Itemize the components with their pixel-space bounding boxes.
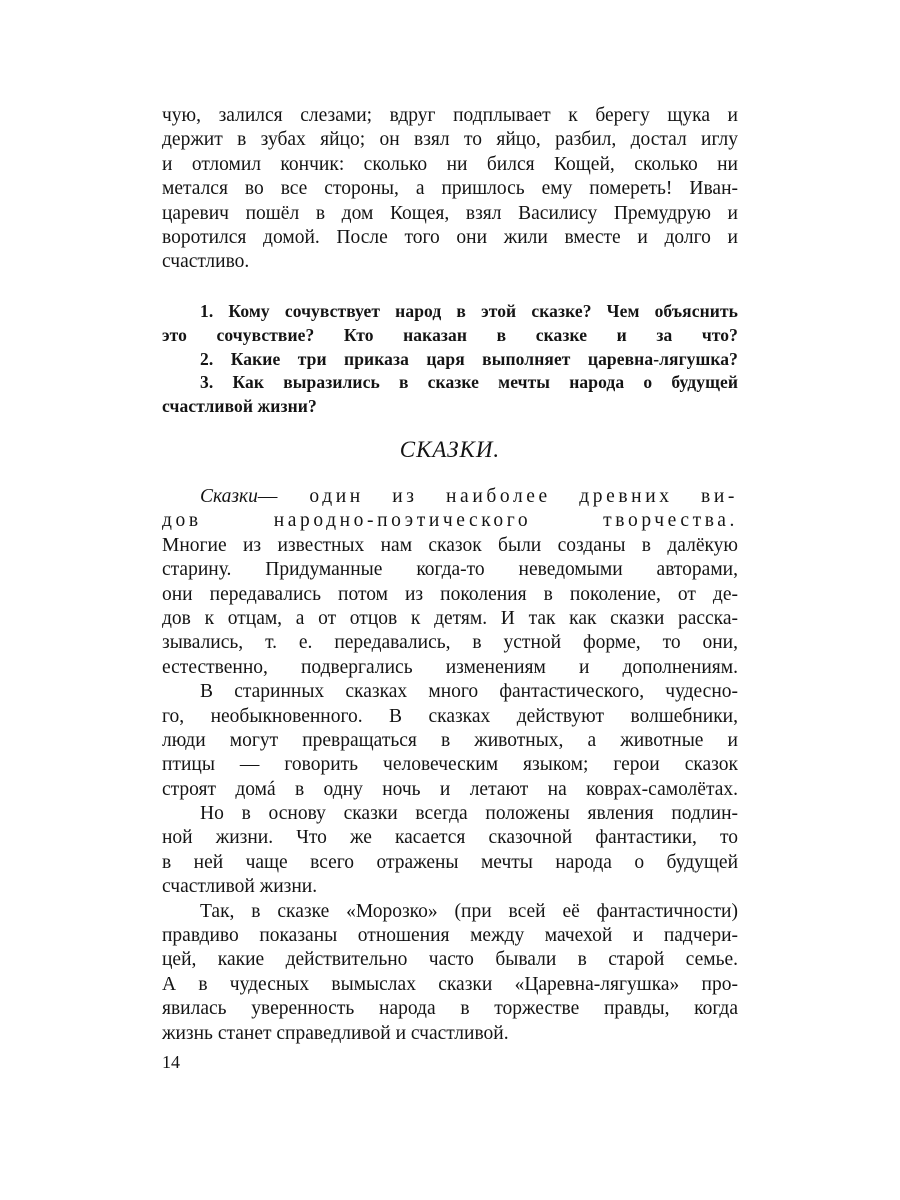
text-line: цей, какие действительно часто бывали в старой семье. [162,949,738,971]
emphasized-word: Сказки [200,486,258,507]
text-line: В старинных сказках много фантастического, чудесно- [200,681,738,703]
text-line: жизнь станет справедливой и счастливой. [162,1022,509,1044]
text-line: птицы — говорить человеческим языком; герои сказок [162,754,738,776]
text-line: счастливо. [162,251,250,273]
story-ending-paragraph [162,104,738,275]
text-line: воротился домой. После того они жили вместе и долго и [162,226,738,248]
text-line: дов народно-поэтического творчества. [162,510,738,532]
text-line: царевич пошёл в дом Кощея, взял Василису Премудрую и [162,202,738,224]
text-line: старину. Придуманные когда-то неведомыми авторами, [162,559,738,581]
text-line: Но в основу сказки всегда положены явления подлин- [200,803,738,825]
text-line: явилась уверенность народа в торжестве правды, когда [162,998,738,1020]
text-line: Многие из известных нам сказок были созданы в далёкую [162,534,738,556]
text-line: Так, в сказке «Морозко» (при всей её фантастичности) [200,900,738,922]
text-line: строят домá в одну ночь и летают на коврах-самолётах. [162,778,738,800]
text-line: и отломил кончик: сколько ни бился Кощей, сколько ни [162,153,738,175]
text-line: держит в зубах яйцо; он взял то яйцо, разбил, достал иглу [162,129,738,151]
section-body [162,485,738,1046]
text-line: дов к отцам, а от отцов к детям. И так как сказки расска- [162,607,738,629]
question-line: 1. Кому сочувствует народ в этой сказке? Чем объяснить [200,301,738,321]
text-line: го, необыкновенного. В сказках действуют волшебники, [162,705,738,727]
text-line: естественно, подвергались изменениям и дополнениям. [162,656,738,678]
text-line: зывались, т. е. передавались, в устной форме, то они, [162,632,738,654]
section-title: СКАЗКИ. [399,437,501,462]
question-line: это сочувствие? Кто наказан в сказке и за что? [162,324,738,345]
page-number: 14 [162,1052,180,1072]
text-line: ной жизни. Что же касается сказочной фантастики, то [162,827,738,849]
review-questions [162,300,738,419]
text-line: люди могут превращаться в животных, а животные и [162,729,738,751]
text-line: они передавались потом из поколения в поколение, от де- [162,583,738,605]
text-line-rest: — один из наиболее древних ви- [257,486,738,507]
text-line: метался во все стороны, а пришлось ему помереть! Иван- [162,178,738,200]
text-line: в ней чаще всего отражены мечты народа о будущей [162,851,738,873]
text-line: правдиво показаны отношения между мачехой и падчери- [162,925,738,947]
text-line [162,485,738,509]
question-line: счастливой жизни? [162,396,317,417]
question-line: 2. Какие три приказа царя выполняет царевна-лягушка? [200,348,738,369]
text-line: чую, залился слезами; вдруг подплывает к берегу щука и [162,105,738,126]
question-line: 3. Как выразились в сказке мечты народа о будущей [200,372,738,393]
text-line: счастливой жизни. [162,876,318,898]
text-line: А в чудесных вымыслах сказки «Царевна-лягушка» про- [162,973,738,995]
